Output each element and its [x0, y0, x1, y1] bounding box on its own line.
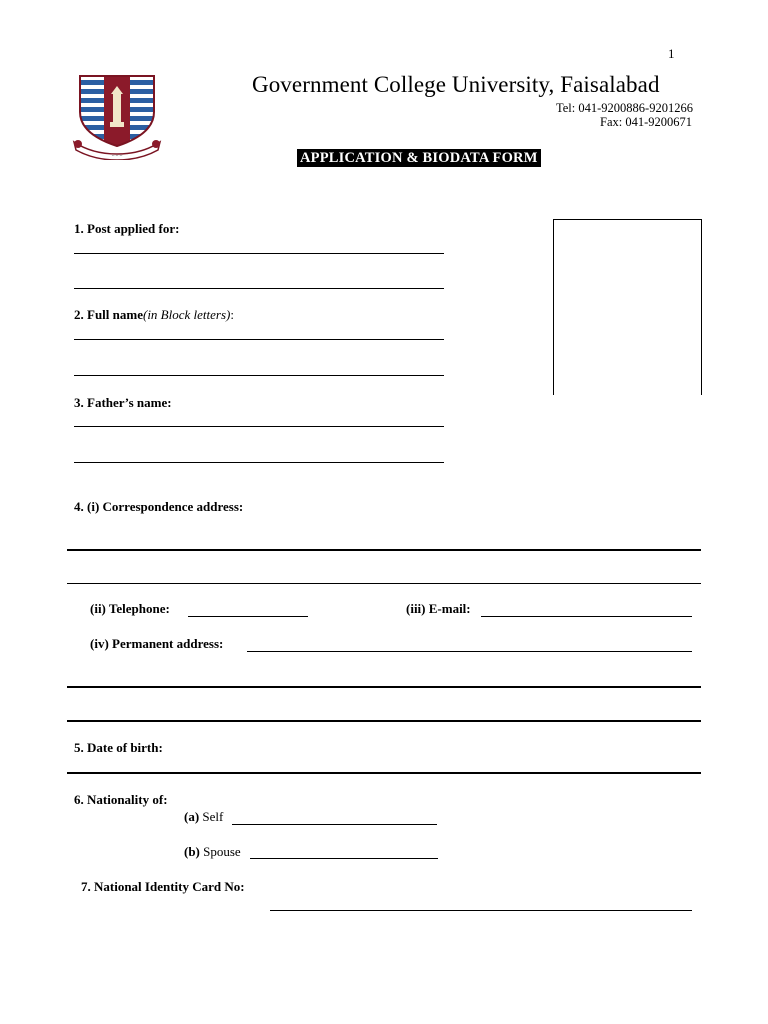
self-label	[184, 809, 223, 825]
permanent-address-line-2[interactable]	[67, 686, 701, 688]
father-name-label: 3. Father’s name:	[74, 395, 172, 410]
telephone-label: (ii) Telephone:	[90, 601, 170, 616]
photo-box	[553, 219, 702, 395]
post-applied-label: 1. Post applied for:	[74, 221, 180, 236]
spouse-letter: (b)	[184, 844, 200, 859]
form-title: APPLICATION & BIODATA FORM	[297, 149, 541, 167]
full-name-hint: (in Block letters)	[142, 307, 231, 322]
permanent-address-label: (iv) Permanent address:	[90, 636, 224, 651]
post-applied-line-1[interactable]	[74, 253, 444, 254]
date-of-birth-line[interactable]	[67, 772, 701, 774]
telephone-line[interactable]	[188, 616, 308, 617]
spouse-label	[184, 844, 241, 860]
permanent-address-line-3[interactable]	[67, 720, 701, 722]
correspondence-address-line-2[interactable]	[67, 583, 701, 584]
email-label: (iii) E-mail:	[406, 601, 471, 616]
father-name-line-1[interactable]	[74, 426, 444, 427]
nationality-label: 6. Nationality of:	[74, 792, 168, 807]
correspondence-address-line-1[interactable]	[67, 549, 701, 551]
page-number: 1	[668, 46, 675, 61]
university-crest-icon	[72, 72, 162, 160]
date-of-birth-label: 5. Date of birth:	[74, 740, 163, 755]
spouse-nationality-line[interactable]	[250, 858, 438, 859]
permanent-address-line-1[interactable]	[247, 651, 692, 652]
self-text: Self	[202, 809, 224, 824]
full-name-colon: :	[230, 307, 234, 322]
self-nationality-line[interactable]	[232, 824, 437, 825]
svg-text:~ ~ ~: ~ ~ ~	[111, 154, 123, 159]
full-name-label-text: 2. Full name	[74, 307, 143, 322]
self-letter: (a)	[184, 809, 200, 824]
full-name-label	[74, 307, 234, 323]
telephone-numbers: Tel: 041-9200886-9201266	[556, 101, 693, 115]
nic-label: 7. National Identity Card No:	[81, 879, 245, 894]
post-applied-line-2[interactable]	[74, 288, 444, 289]
father-name-line-2[interactable]	[74, 462, 444, 463]
full-name-line-1[interactable]	[74, 339, 444, 340]
full-name-line-2[interactable]	[74, 375, 444, 376]
fax-number: Fax: 041-9200671	[600, 115, 693, 129]
nic-line[interactable]	[270, 910, 692, 911]
email-line[interactable]	[481, 616, 692, 617]
university-name: Government College University, Faisalabad	[252, 72, 660, 97]
spouse-text: Spouse	[203, 844, 241, 859]
correspondence-address-label: 4. (i) Correspondence address:	[74, 499, 244, 514]
